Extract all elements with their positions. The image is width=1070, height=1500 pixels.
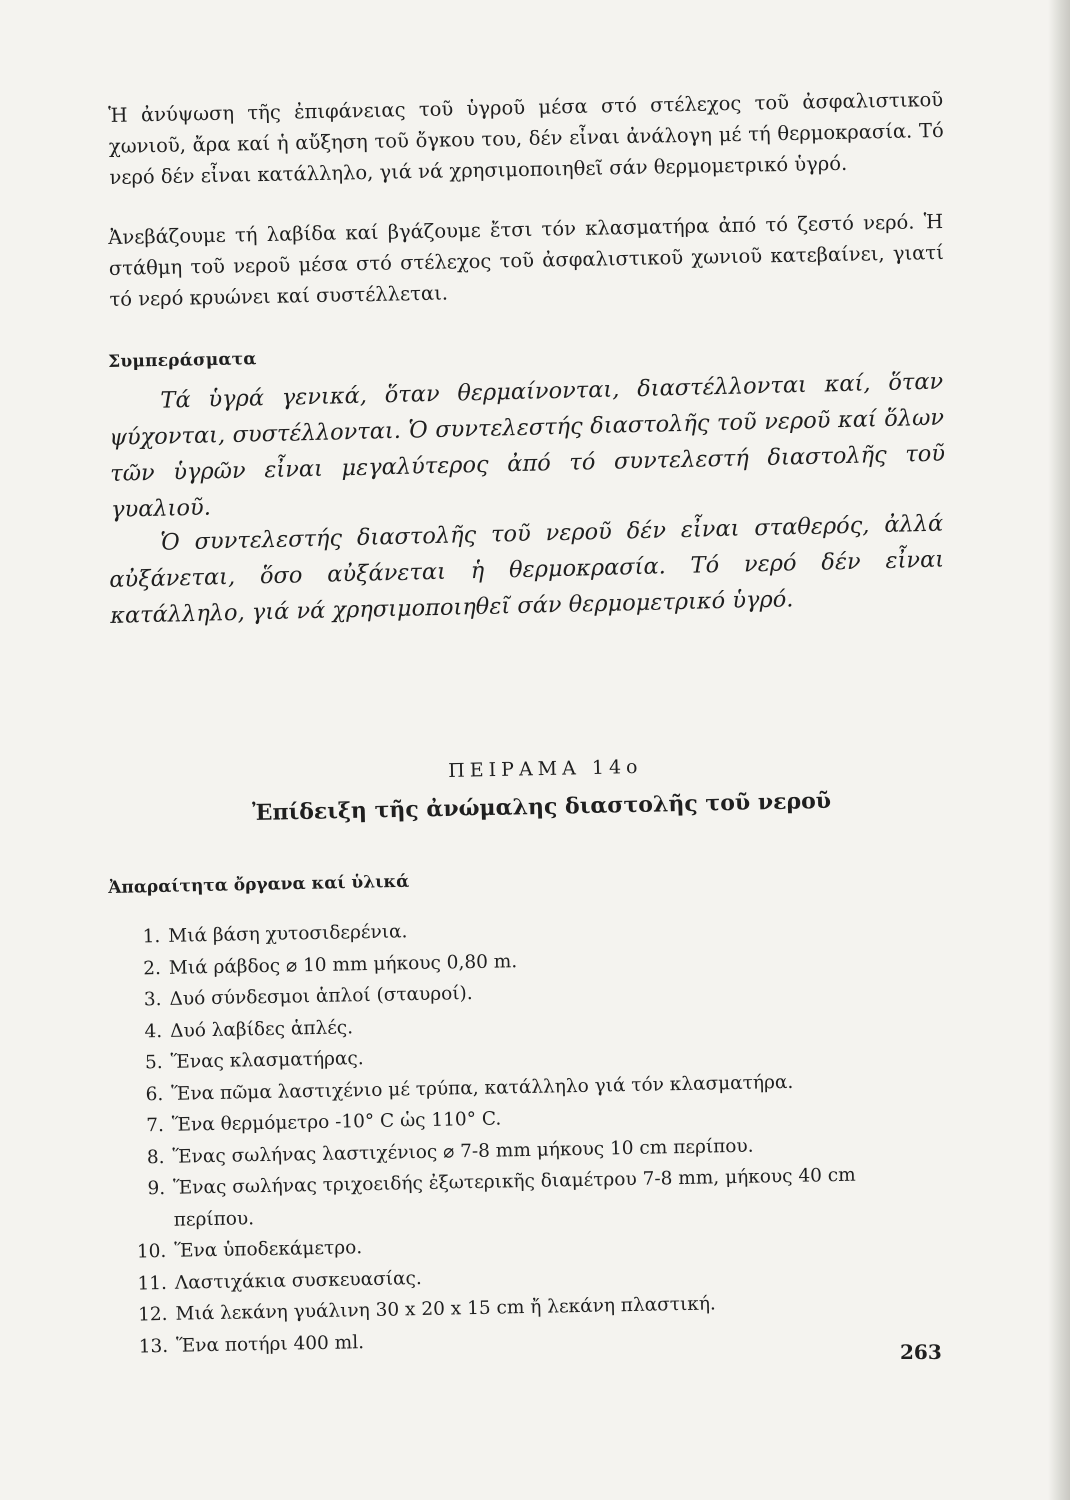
paragraph-cooling: Ἀνεβάζουμε τή λαβίδα καί βγάζουμε ἔτσι τόν κλασματήρα ἀπό τό ζεστό νερό. Ἡ στάθμη τοῦ νεροῦ μέσα στό στέλεχος τοῦ ἀσφαλιστικοῦ χωνιοῦ κατεβαίνει, γιατί τό νερό κρυώνει καί συστέλλεται. bbox=[108, 209, 944, 311]
materials-heading: Ἀπαραίτητα ὄργανα καί ὑλικά bbox=[108, 871, 410, 898]
item-number: 10. bbox=[136, 1240, 167, 1263]
item-text: Ἕνα θερμόμετρο -10° C ὡς 110° C. bbox=[171, 1108, 502, 1136]
item-number: 9. bbox=[147, 1177, 166, 1200]
item-number: 2. bbox=[143, 957, 162, 979]
item-text: Ἕνας κλασματήρας. bbox=[170, 1048, 364, 1073]
item-text: Δυό σύνδεσμοι ἁπλοί (σταυροί). bbox=[169, 983, 473, 1010]
item-text: Ἕνα ὑποδεκάμετρο. bbox=[174, 1237, 363, 1262]
item-text: Ἕνας σωλήνας τριχοειδής ἐξωτερικῆς διαμέτρου 7-8 mm, μήκους 40 cm περίπου. bbox=[172, 1164, 856, 1231]
item-number: 7. bbox=[146, 1114, 165, 1137]
item-number: 1. bbox=[142, 926, 161, 948]
page-number: 263 bbox=[900, 1340, 942, 1364]
item-number: 4. bbox=[144, 1020, 163, 1042]
item-number: 12. bbox=[137, 1303, 168, 1326]
item-text: Μιά λεκάνη γυάλινη 30 x 20 x 15 cm ἤ λεκάνη πλαστική. bbox=[175, 1293, 717, 1325]
item-number: 5. bbox=[144, 1051, 163, 1074]
experiment-number: ΠΕΙΡΑΜΑ 14ο bbox=[448, 755, 643, 782]
conclusion-paragraph: Ὁ συντελεστής διαστολῆς τοῦ νεροῦ δέν εἶναι σταθερός, ἀλλά αὐξάνεται, ὅσο αὐξάνεται ἡ θερμοκρασία. Τό νερό δέν εἶναι κατάλληλο, γιά νά χρησιμοποιηθεῖ σάν θερμομετρικό ὑγρό. bbox=[109, 510, 945, 629]
materials-list bbox=[108, 906, 936, 1363]
conclusion-paragraph: Τά ὑγρά γενικά, ὅταν θερμαίνονται, διαστέλλονται καί, ὅταν ψύχονται, συστέλλονται. Ὁ συντελεστής διαστολῆς τοῦ νεροῦ καί ὅλων τῶν ὑγρῶν εἶναι μεγαλύτερος ἀπό τό συντελεστή διαστολῆς τοῦ γυαλιοῦ. bbox=[109, 368, 946, 523]
paragraph-observation: Ἡ ἀνύψωση τῆς ἐπιφάνειας τοῦ ὑγροῦ μέσα στό στέλεχος τοῦ ἀσφαλιστικοῦ χωνιοῦ, ἄρα καί ἡ αὔξηση τοῦ ὄγκου του, δέν εἶναι ἀνάλογη μέ τή θερμοκρασία. Τό νερό δέν εἶναι κατάλληλο, γιά νά χρησιμοποιηθεῖ σάν θερμομετρικό ὑγρό. bbox=[108, 87, 944, 189]
item-number: 6. bbox=[145, 1083, 164, 1105]
item-text: Λαστιχάκια συσκευασίας. bbox=[174, 1267, 422, 1294]
item-number: 13. bbox=[138, 1335, 169, 1357]
item-text: Μιά ράβδος ⌀ 10 mm μήκους 0,80 m. bbox=[168, 950, 518, 979]
item-text: Δυό λαβίδες ἁπλές. bbox=[169, 1016, 354, 1042]
page-gutter bbox=[1048, 0, 1070, 1500]
item-text: Ἕνα πῶμα λαστιχένιο μέ τρύπα, κατάλληλο γιά τόν κλασματήρα. bbox=[171, 1071, 794, 1105]
conclusions-heading: Συμπεράσματα bbox=[108, 349, 257, 372]
item-text: Μιά βάση χυτοσιδερένια. bbox=[168, 921, 408, 947]
item-number: 3. bbox=[143, 988, 162, 1011]
item-text: Ἕνας σωλήνας λαστιχένιος ⌀ 7-8 mm μήκους 10 cm περίπου. bbox=[172, 1135, 754, 1168]
item-number: 11. bbox=[137, 1272, 168, 1294]
experiment-title: Ἐπίδειξη τῆς ἀνώμαλης διαστολῆς τοῦ νεροῦ bbox=[252, 787, 832, 826]
item-text: Ἕνα ποτήρι 400 ml. bbox=[175, 1331, 365, 1357]
item-number: 8. bbox=[146, 1146, 165, 1168]
